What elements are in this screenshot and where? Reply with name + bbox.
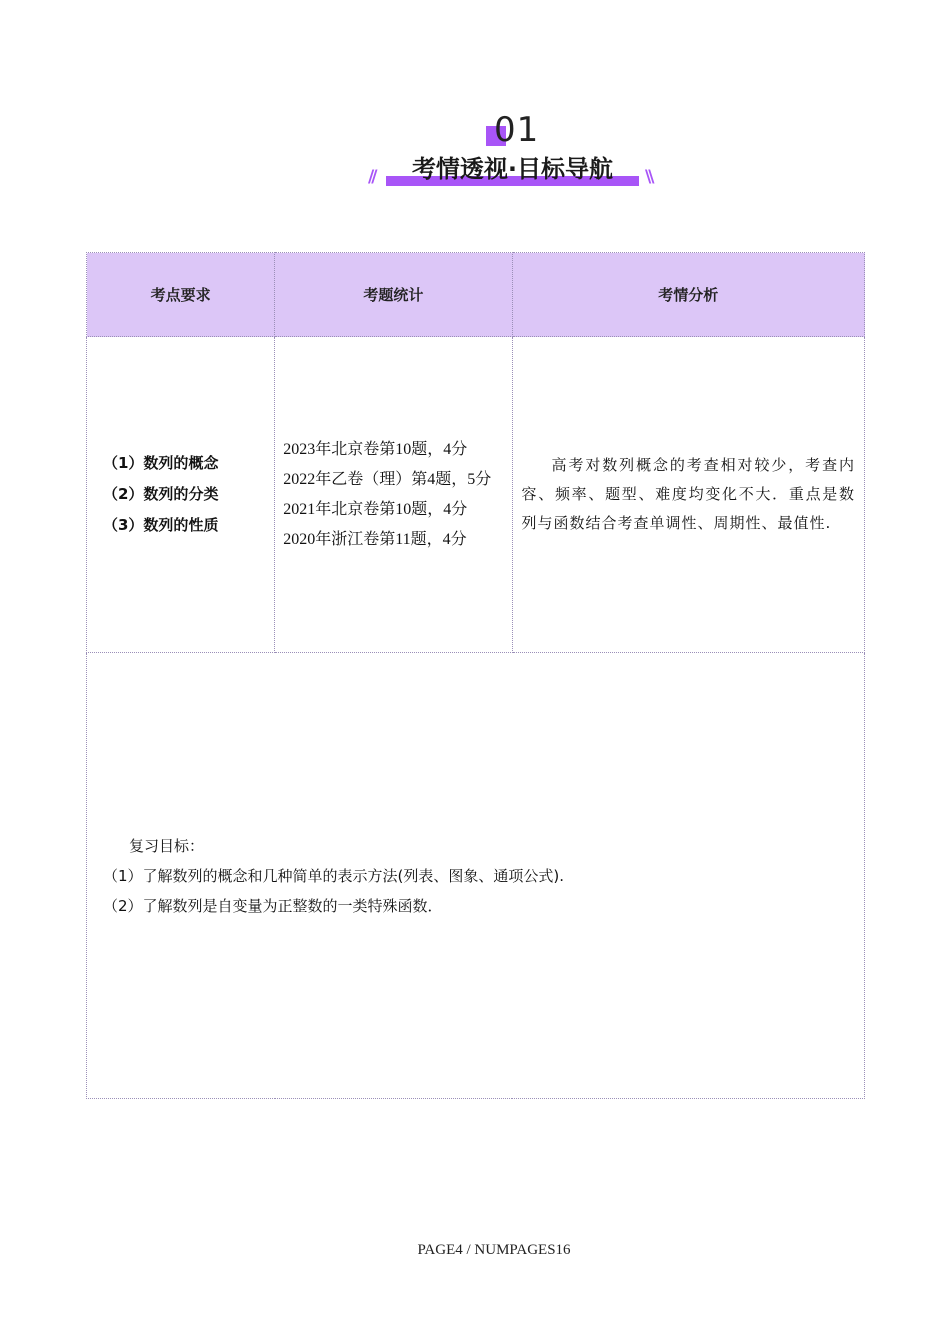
requirements-cell [87, 337, 275, 653]
requirement-item: （1）数列的概念 [103, 454, 219, 472]
exam-analysis-table [86, 252, 865, 1099]
section-title: 考情透视·目标导航 [411, 155, 614, 183]
goals-cell [87, 653, 865, 1099]
statistics-item: 2022年乙卷（理）第4题，5分 [283, 470, 492, 488]
page-footer: PAGE4 / NUMPAGES16 [417, 1242, 571, 1258]
slash-decoration-right: \\ [645, 167, 652, 187]
header-requirements: 考点要求 [87, 253, 275, 337]
statistics-cell [275, 337, 512, 653]
header-analysis: 考情分析 [512, 253, 864, 337]
goals-row [87, 653, 865, 1099]
requirement-item: （3）数列的性质 [103, 516, 219, 534]
goal-item: （2）了解数列是自变量为正整数的一类特殊函数． [103, 896, 443, 915]
statistics-item: 2023年北京卷第10题，4分 [283, 440, 468, 458]
table-header-row [87, 253, 865, 337]
statistics-item: 2021年北京卷第10题，4分 [283, 500, 468, 518]
goals-title: 复习目标： [129, 836, 205, 855]
header-statistics: 考题统计 [275, 253, 512, 337]
table-row [87, 337, 865, 653]
goal-item: （1）了解数列的概念和几种简单的表示方法(列表、图象、通项公式). [103, 866, 565, 885]
statistics-item: 2020年浙江卷第11题，4分 [283, 530, 467, 548]
section-header [0, 0, 950, 200]
section-number: 01 [494, 110, 540, 150]
requirement-item: （2）数列的分类 [103, 485, 219, 503]
analysis-text: 高考对数列概念的考查相对较少，考查内容、频率、题型、难度均变化不大．重点是数列与函数结合考查单调性、周期性、最值性. [521, 456, 855, 532]
analysis-cell [512, 337, 864, 653]
slash-decoration-left: // [368, 167, 375, 187]
